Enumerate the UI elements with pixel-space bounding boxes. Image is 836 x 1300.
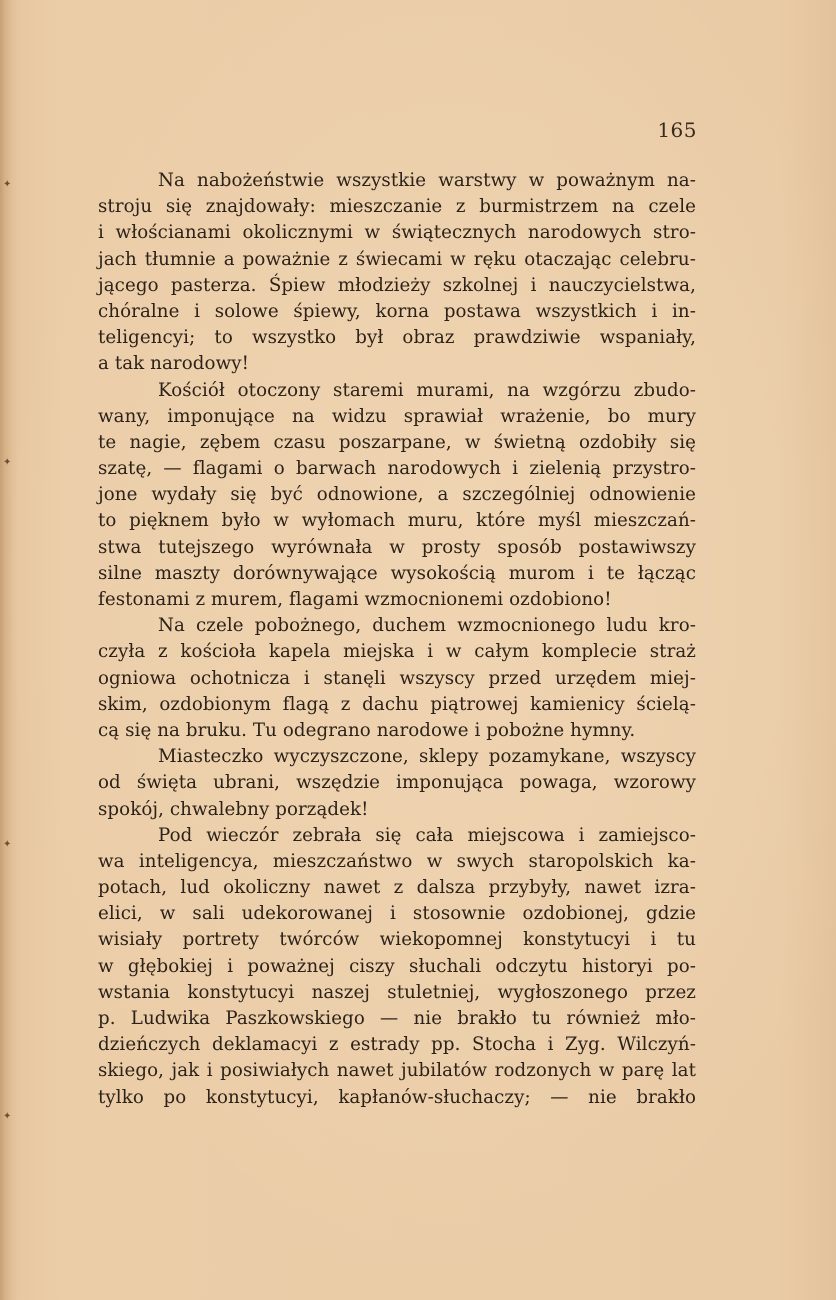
- text-line: Miasteczko wyczyszczone, sklepy pozamykane, wszyscy: [158, 746, 696, 768]
- text-line: skiego, jak i posiwiałych nawet jubilatów rodzonych w parę lat: [98, 1060, 696, 1082]
- text-line: to pięknem było w wyłomach muru, które myśl mieszczań-: [98, 510, 696, 532]
- text-line: elici, w sali udekorowanej i stosownie ozdobionej, gdzie: [98, 903, 696, 925]
- text-line: i włościanami okolicznymi w świątecznych narodowych stro-: [98, 222, 696, 244]
- body-text: [98, 168, 696, 1111]
- binding-stitch-mark: ✦: [3, 457, 12, 468]
- text-line: ogniowa ochotnicza i stanęli wszyscy przed urzędem miej-: [98, 667, 696, 689]
- text-line: festonami z murem, flagami wzmocnionemi ozdobiono!: [98, 589, 612, 610]
- text-line: szatę, — flagami o barwach narodowych i zielenią przystro-: [98, 458, 696, 480]
- text-line: a tak narodowy!: [98, 353, 250, 375]
- text-line: cą się na bruku. Tu odegrano narodowe i pobożne hymny.: [98, 719, 636, 741]
- binding-stitch-mark: ✦: [3, 179, 12, 190]
- text-line: jach tłumnie a poważnie z świecami w ręku otaczając celebru-: [98, 248, 696, 270]
- text-line: od święta ubrani, wszędzie imponująca powaga, wzorowy: [98, 772, 696, 794]
- text-line: spokój, chwalebny porządek!: [98, 798, 369, 820]
- page-binding-edge: [0, 0, 12, 1300]
- text-line: wstania konstytucyi naszej stuletniej, wygłoszonego przez: [98, 981, 696, 1003]
- text-line: tylko po konstytucyi, kapłanów-słuchaczy; — nie brakło: [98, 1086, 696, 1108]
- binding-stitch-mark: ✦: [3, 1111, 12, 1122]
- text-line: dzieńczych deklamacyi z estrady pp. Stocha i Zyg. Wilczyń-: [98, 1034, 696, 1056]
- text-line: skim, ozdobionym flagą z dachu piątrowej kamienicy ścielą-: [98, 693, 696, 715]
- text-line: jone wydały się być odnowione, a szczególniej odnowienie: [98, 484, 696, 506]
- text-line: wa inteligencya, mieszczaństwo w swych staropolskich ka-: [98, 850, 696, 872]
- text-line: teligencyi; to wszystko był obraz prawdziwie wspaniały,: [98, 327, 696, 349]
- text-line: Kościół otoczony staremi murami, na wzgórzu zbudo-: [158, 379, 696, 401]
- text-line: potach, lud okoliczny nawet z dalsza przybyły, nawet izra-: [98, 877, 696, 899]
- text-line: wany, imponujące na widzu sprawiał wrażenie, bo mury: [98, 405, 696, 427]
- binding-stitch-mark: ✦: [3, 839, 12, 850]
- text-line: jącego pasterza. Śpiew młodzieży szkolnej i nauczycielstwa,: [98, 274, 696, 296]
- text-line: czyła z kościoła kapela miejska i w całym komplecie straż: [98, 641, 696, 663]
- text-line: Na nabożeństwie wszystkie warstwy w poważnym na-: [158, 170, 696, 191]
- text-line: stroju się znajdowały: mieszczanie z burmistrzem na czele: [98, 196, 696, 218]
- text-line: chóralne i solowe śpiewy, korna postawa wszystkich i in-: [98, 300, 696, 322]
- page-number: 165: [657, 118, 697, 142]
- text-line: wisiały portrety twórców wiekopomnej konstytucyi i tu: [98, 929, 696, 951]
- text-line: w głębokiej i poważnej ciszy słuchali odczytu historyi po-: [98, 955, 696, 977]
- text-line: te nagie, zębem czasu poszarpane, w świetną ozdobiły się: [98, 431, 696, 453]
- text-line: Na czele pobożnego, duchem wzmocnionego ludu kro-: [158, 615, 696, 637]
- text-line: Pod wieczór zebrała się cała miejscowa i zamiejsco-: [158, 824, 696, 846]
- text-line: stwa tutejszego wyrównała w prosty sposób postawiwszy: [98, 536, 696, 558]
- text-line: p. Ludwika Paszkowskiego — nie brakło tu również mło-: [98, 1008, 696, 1029]
- text-line: silne maszty dorównywające wysokością murom i te łącząc: [98, 562, 696, 584]
